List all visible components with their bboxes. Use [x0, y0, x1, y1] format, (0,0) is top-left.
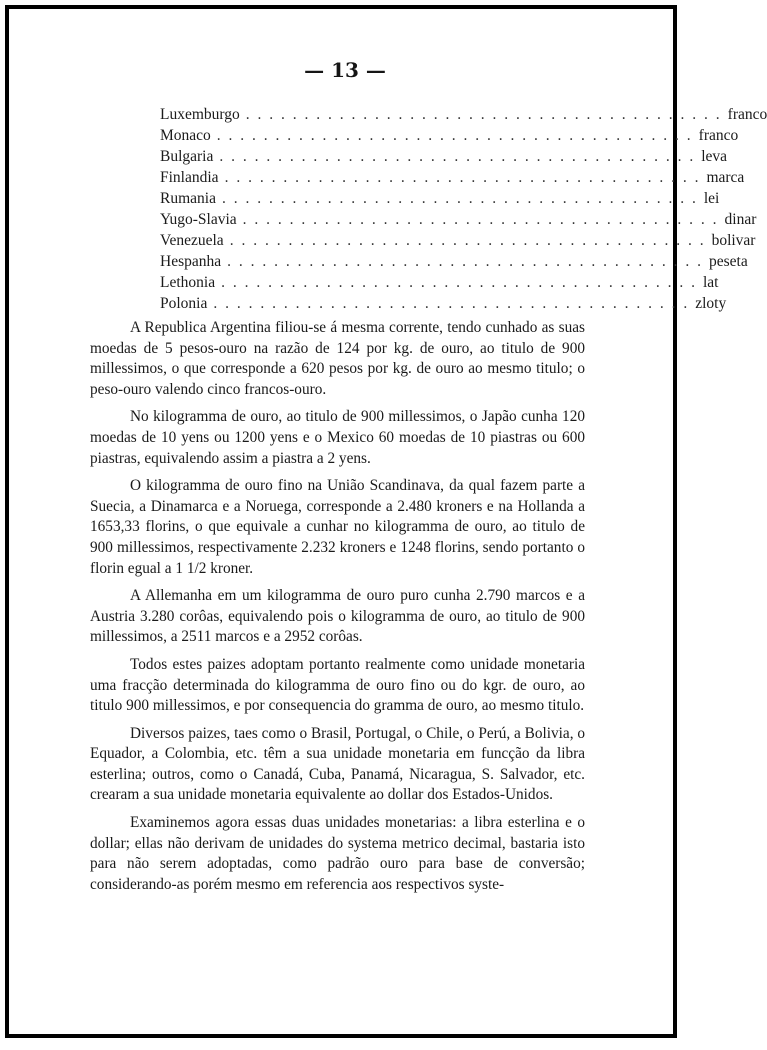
- currency-unit: franco: [727, 106, 767, 123]
- country-name: Venezuela: [160, 232, 224, 249]
- dot-leader: . . . . . . . . . . . . . . . . . . . . . . . . . . . . . . . . . . . . . . . . .: [219, 148, 696, 165]
- dot-leader: . . . . . . . . . . . . . . . . . . . . . . . . . . . . . . . . . . . . . . . . .: [216, 127, 693, 144]
- currency-row: [160, 232, 756, 253]
- currency-unit: zloty: [695, 295, 727, 312]
- country-name: Bulgaria: [160, 148, 214, 165]
- dot-leader: . . . . . . . . . . . . . . . . . . . . . . . . . . . . . . . . . . . . . . . . .: [221, 190, 698, 207]
- currency-unit: peseta: [709, 253, 748, 270]
- paragraph-scandinavia: O kilogramma de ouro fino na União Scandinava, da qual fazem parte a Suecia, a Dinamarca e a Noruega, corresponde a 2.480 kroners e na Hollanda a 1653,33 florins, o que equivale a cunhar no kilogramma de ouro, ao titulo de 900 millessimos, respectivamente 2.232 kroners e 1248 florins, sendo portanto o florin egual a 1 1/2 kroner.: [90, 477, 585, 577]
- body-text: [90, 318, 585, 902]
- dot-leader: . . . . . . . . . . . . . . . . . . . . . . . . . . . . . . . . . . . . . . . . .: [227, 253, 703, 270]
- country-name: Yugo-Slavia: [160, 211, 237, 228]
- currency-row: [160, 169, 745, 190]
- country-name: Polonia: [160, 295, 208, 312]
- dot-leader: . . . . . . . . . . . . . . . . . . . . . . . . . . . . . . . . . . . . . . . . .: [242, 211, 719, 228]
- country-name: Lethonia: [160, 274, 216, 291]
- currency-unit: leva: [701, 148, 728, 165]
- country-name: Monaco: [160, 127, 211, 144]
- currency-unit: lei: [703, 190, 720, 207]
- currency-row: [160, 127, 739, 148]
- dot-leader: . . . . . . . . . . . . . . . . . . . . . . . . . . . . . . . . . . . . . . . . .: [221, 274, 697, 291]
- currency-row: [160, 148, 728, 169]
- paragraph-examination: Examinemos agora essas duas unidades monetarias: a libra esterlina e o dollar; ellas não derivam de unidades do systema metrico decimal, bastaria isto para não serem adoptadas, como padrão ouro para base de conversão; considerando-as porém mesmo em referencia aos respectivos syste-: [90, 814, 585, 893]
- dot-leader: . . . . . . . . . . . . . . . . . . . . . . . . . . . . . . . . . . . . . . . . .: [213, 295, 690, 312]
- currency-row: [160, 211, 757, 232]
- currency-unit: bolivar: [711, 232, 756, 249]
- currency-row: [160, 190, 720, 211]
- country-name: Luxemburgo: [160, 106, 240, 123]
- currency-row: [160, 274, 719, 295]
- currency-list: [160, 106, 767, 316]
- country-name: Finlandia: [160, 169, 219, 186]
- country-name: Rumania: [160, 190, 216, 207]
- dot-leader: . . . . . . . . . . . . . . . . . . . . . . . . . . . . . . . . . . . . . . . . .: [229, 232, 706, 249]
- currency-row: [160, 106, 767, 127]
- dot-leader: . . . . . . . . . . . . . . . . . . . . . . . . . . . . . . . . . . . . . . . . .: [224, 169, 701, 186]
- page-number: — 13 —: [304, 58, 386, 82]
- dot-leader: . . . . . . . . . . . . . . . . . . . . . . . . . . . . . . . . . . . . . . . . .: [245, 106, 722, 123]
- paragraph-argentina: A Republica Argentina filiou-se á mesma corrente, tendo cunhado as suas moedas de 5 pesos-ouro na razão de 124 por kg. de ouro, ao titulo de 900 millessimos, o que corresponde a 620 pesos por kg. de ouro ao mesmo titulo; o peso-ouro valendo cinco francos-ouro.: [90, 319, 585, 398]
- paragraph-sterling-dollar: Diversos paizes, taes como o Brasil, Portugal, o Chile, o Perú, a Bolivia, o Equador, a Colombia, etc. têm a sua unidade monetaria em funcção da libra esterlina; outros, como o Canadá, Cuba, Panamá, Nicaragua, S. Salvador, etc. crearam a sua unidade monetaria equivalente ao dollar dos Estados-Unidos.: [90, 724, 586, 804]
- currency-row: [160, 295, 727, 316]
- currency-unit: lat: [702, 274, 719, 291]
- currency-unit: marca: [706, 169, 745, 186]
- paragraph-gold-unit: Todos estes paizes adoptam portanto realmente como unidade monetaria uma fracção determinada do kilogramma de ouro fino ou do kgr. de ouro, ao titulo 900 millessimos, e por consequencia do gramma de ouro, ao mesmo titulo.: [90, 655, 585, 715]
- paragraph-germany-austria: A Allemanha em um kilogramma de ouro puro cunha 2.790 marcos e a Austria 3.280 corôas, equivalendo pois o kilogramma de ouro, ao titulo de 900 millessimos, a 2511 marcos e a 2952 corôas.: [90, 587, 585, 646]
- currency-unit: dinar: [724, 211, 757, 228]
- currency-row: [160, 253, 748, 274]
- paragraph-japan-mexico: No kilogramma de ouro, ao titulo de 900 millessimos, o Japão cunha 120 moedas de 10 yens ou 1200 yens e o Mexico 60 moedas de 10 piastras ou 600 piastras, equivalendo assim a piastra a 2 yens.: [90, 408, 585, 467]
- currency-unit: franco: [698, 127, 739, 144]
- country-name: Hespanha: [160, 253, 222, 270]
